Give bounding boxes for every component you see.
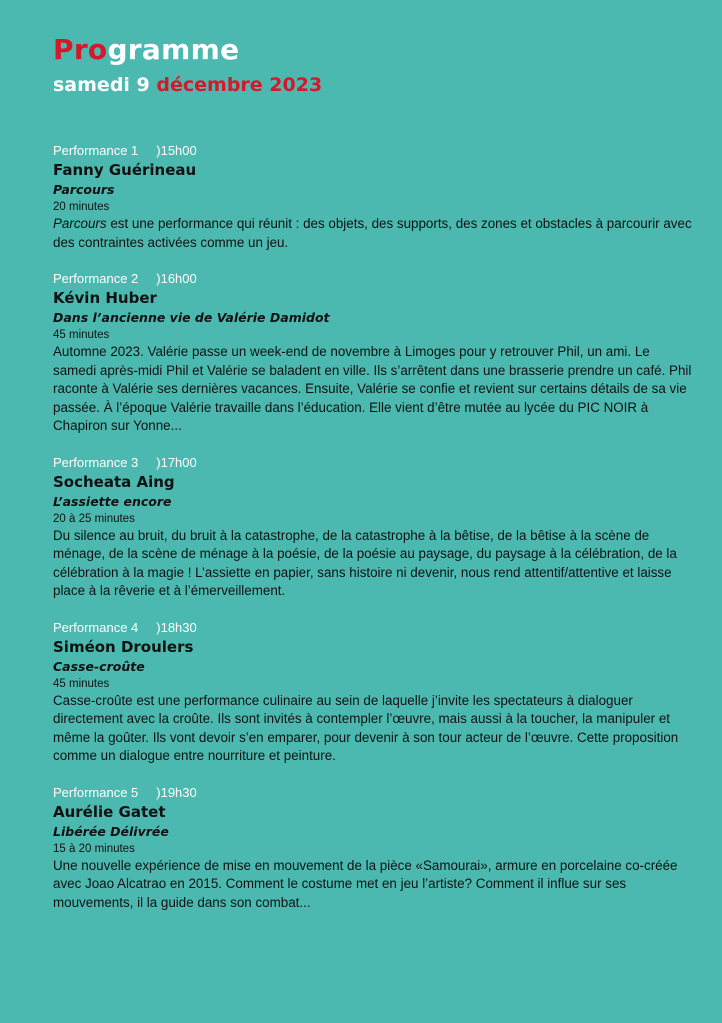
performance-time: )19h30 — [156, 784, 197, 800]
performance-header — [53, 142, 693, 160]
work-title: Casse-croûte — [53, 658, 145, 674]
performance-label: Performance 1 — [53, 143, 139, 158]
performance-header — [53, 454, 693, 472]
performance-header — [53, 784, 693, 802]
performance-label: Performance 5 — [53, 784, 139, 800]
duration: 20 à 25 minutes — [53, 512, 135, 525]
description: Une nouvelle expérience de mise en mouvement de la pièce «Samourai», armure en porcelaine co-créée avec Joao Alcatrao en 2015. Comment le costume met en jeu l’artiste? Comment il influe sur ses mouvements, il la guide dans son combat... — [53, 857, 678, 910]
performance-item — [53, 454, 693, 601]
description-lead: Parcours — [53, 216, 107, 231]
duration: 45 minutes — [53, 677, 110, 690]
performance-label: Performance 2 — [53, 271, 139, 286]
page-title — [53, 30, 693, 70]
programme-page — [53, 30, 693, 930]
artist-name: Aurélie Gatet — [53, 802, 166, 821]
description: Automne 2023. Valérie passe un week-end de novembre à Limoges pour y retrouver Phil, un ami. Le samedi après-midi Phil et Valérie se baladent en ville. Ils s’arrêtent dans une brasserie prendre un café. Phil raconte à Valérie ses dernières vacances. Ensuite, Valérie se confie et revient sur certains détails de sa vie passée. À l’époque Valérie travaille dans l’éducation. Elle vient d’être mutée au lycée du PIC NOIR à Chapiron sur Yonne... — [53, 344, 692, 433]
event-date — [53, 70, 693, 100]
title-rest: gramme — [107, 33, 240, 66]
work-title: Libérée Délivrée — [53, 823, 169, 839]
date-prefix: samedi 9 — [53, 74, 157, 96]
performance-header — [53, 270, 693, 288]
performance-item — [53, 142, 693, 252]
performance-list — [53, 142, 693, 912]
performance-item — [53, 784, 693, 913]
performance-time: )18h30 — [156, 619, 197, 635]
performance-item — [53, 619, 693, 766]
description-text: est une performance qui réunit : des objets, des supports, des zones et obstacles à parcourir avec des contraintes activées comme un jeu. — [53, 216, 692, 250]
artist-name: Socheata Aing — [53, 472, 175, 491]
performance-time: )17h00 — [156, 454, 197, 470]
performance-time: )16h00 — [156, 271, 197, 286]
description — [53, 215, 693, 252]
artist-name: Fanny Guérineau — [53, 161, 197, 179]
date-accent: décembre 2023 — [156, 74, 323, 96]
work-title: L’assiette encore — [53, 493, 172, 509]
artist-name: Siméon Droulers — [53, 637, 194, 656]
description: Casse-croûte est une performance culinaire au sein de laquelle j’invite les spectateurs à dialoguer directement avec la croûte. Ils sont invités à contempler l’œuvre, mais aussi à la toucher, la manipuler et même la goûter. Ils vont devoir s’en emparer, pour devenir à son tour acteur de l’œuvre. Cette proposition comme un dialogue entre nourriture et peinture. — [53, 692, 679, 763]
performance-time: )15h00 — [156, 143, 197, 158]
performance-item — [53, 270, 693, 436]
performance-label: Performance 3 — [53, 454, 139, 470]
duration: 15 à 20 minutes — [53, 842, 135, 855]
work-title: Dans l’ancienne vie de Valérie Damidot — [53, 310, 330, 325]
description: Du silence au bruit, du bruit à la catastrophe, de la catastrophe à la bêtise, de la bêtise à la scène de ménage, de la scène de ménage à la poésie, de la poésie au paysage, du paysage à la célébration, de la célébration à la magie ! L’assiette en papier, sans histoire ni devenir, nous rend attentif/attentive et laisse place à la rêverie et à l’émerveillement. — [53, 527, 677, 598]
duration: 45 minutes — [53, 329, 110, 341]
performance-header — [53, 619, 693, 637]
duration: 20 minutes — [53, 201, 110, 213]
performance-label: Performance 4 — [53, 619, 139, 635]
work-title: Parcours — [53, 182, 115, 197]
artist-name: Kévin Huber — [53, 289, 157, 307]
title-accent: Pro — [53, 33, 108, 66]
